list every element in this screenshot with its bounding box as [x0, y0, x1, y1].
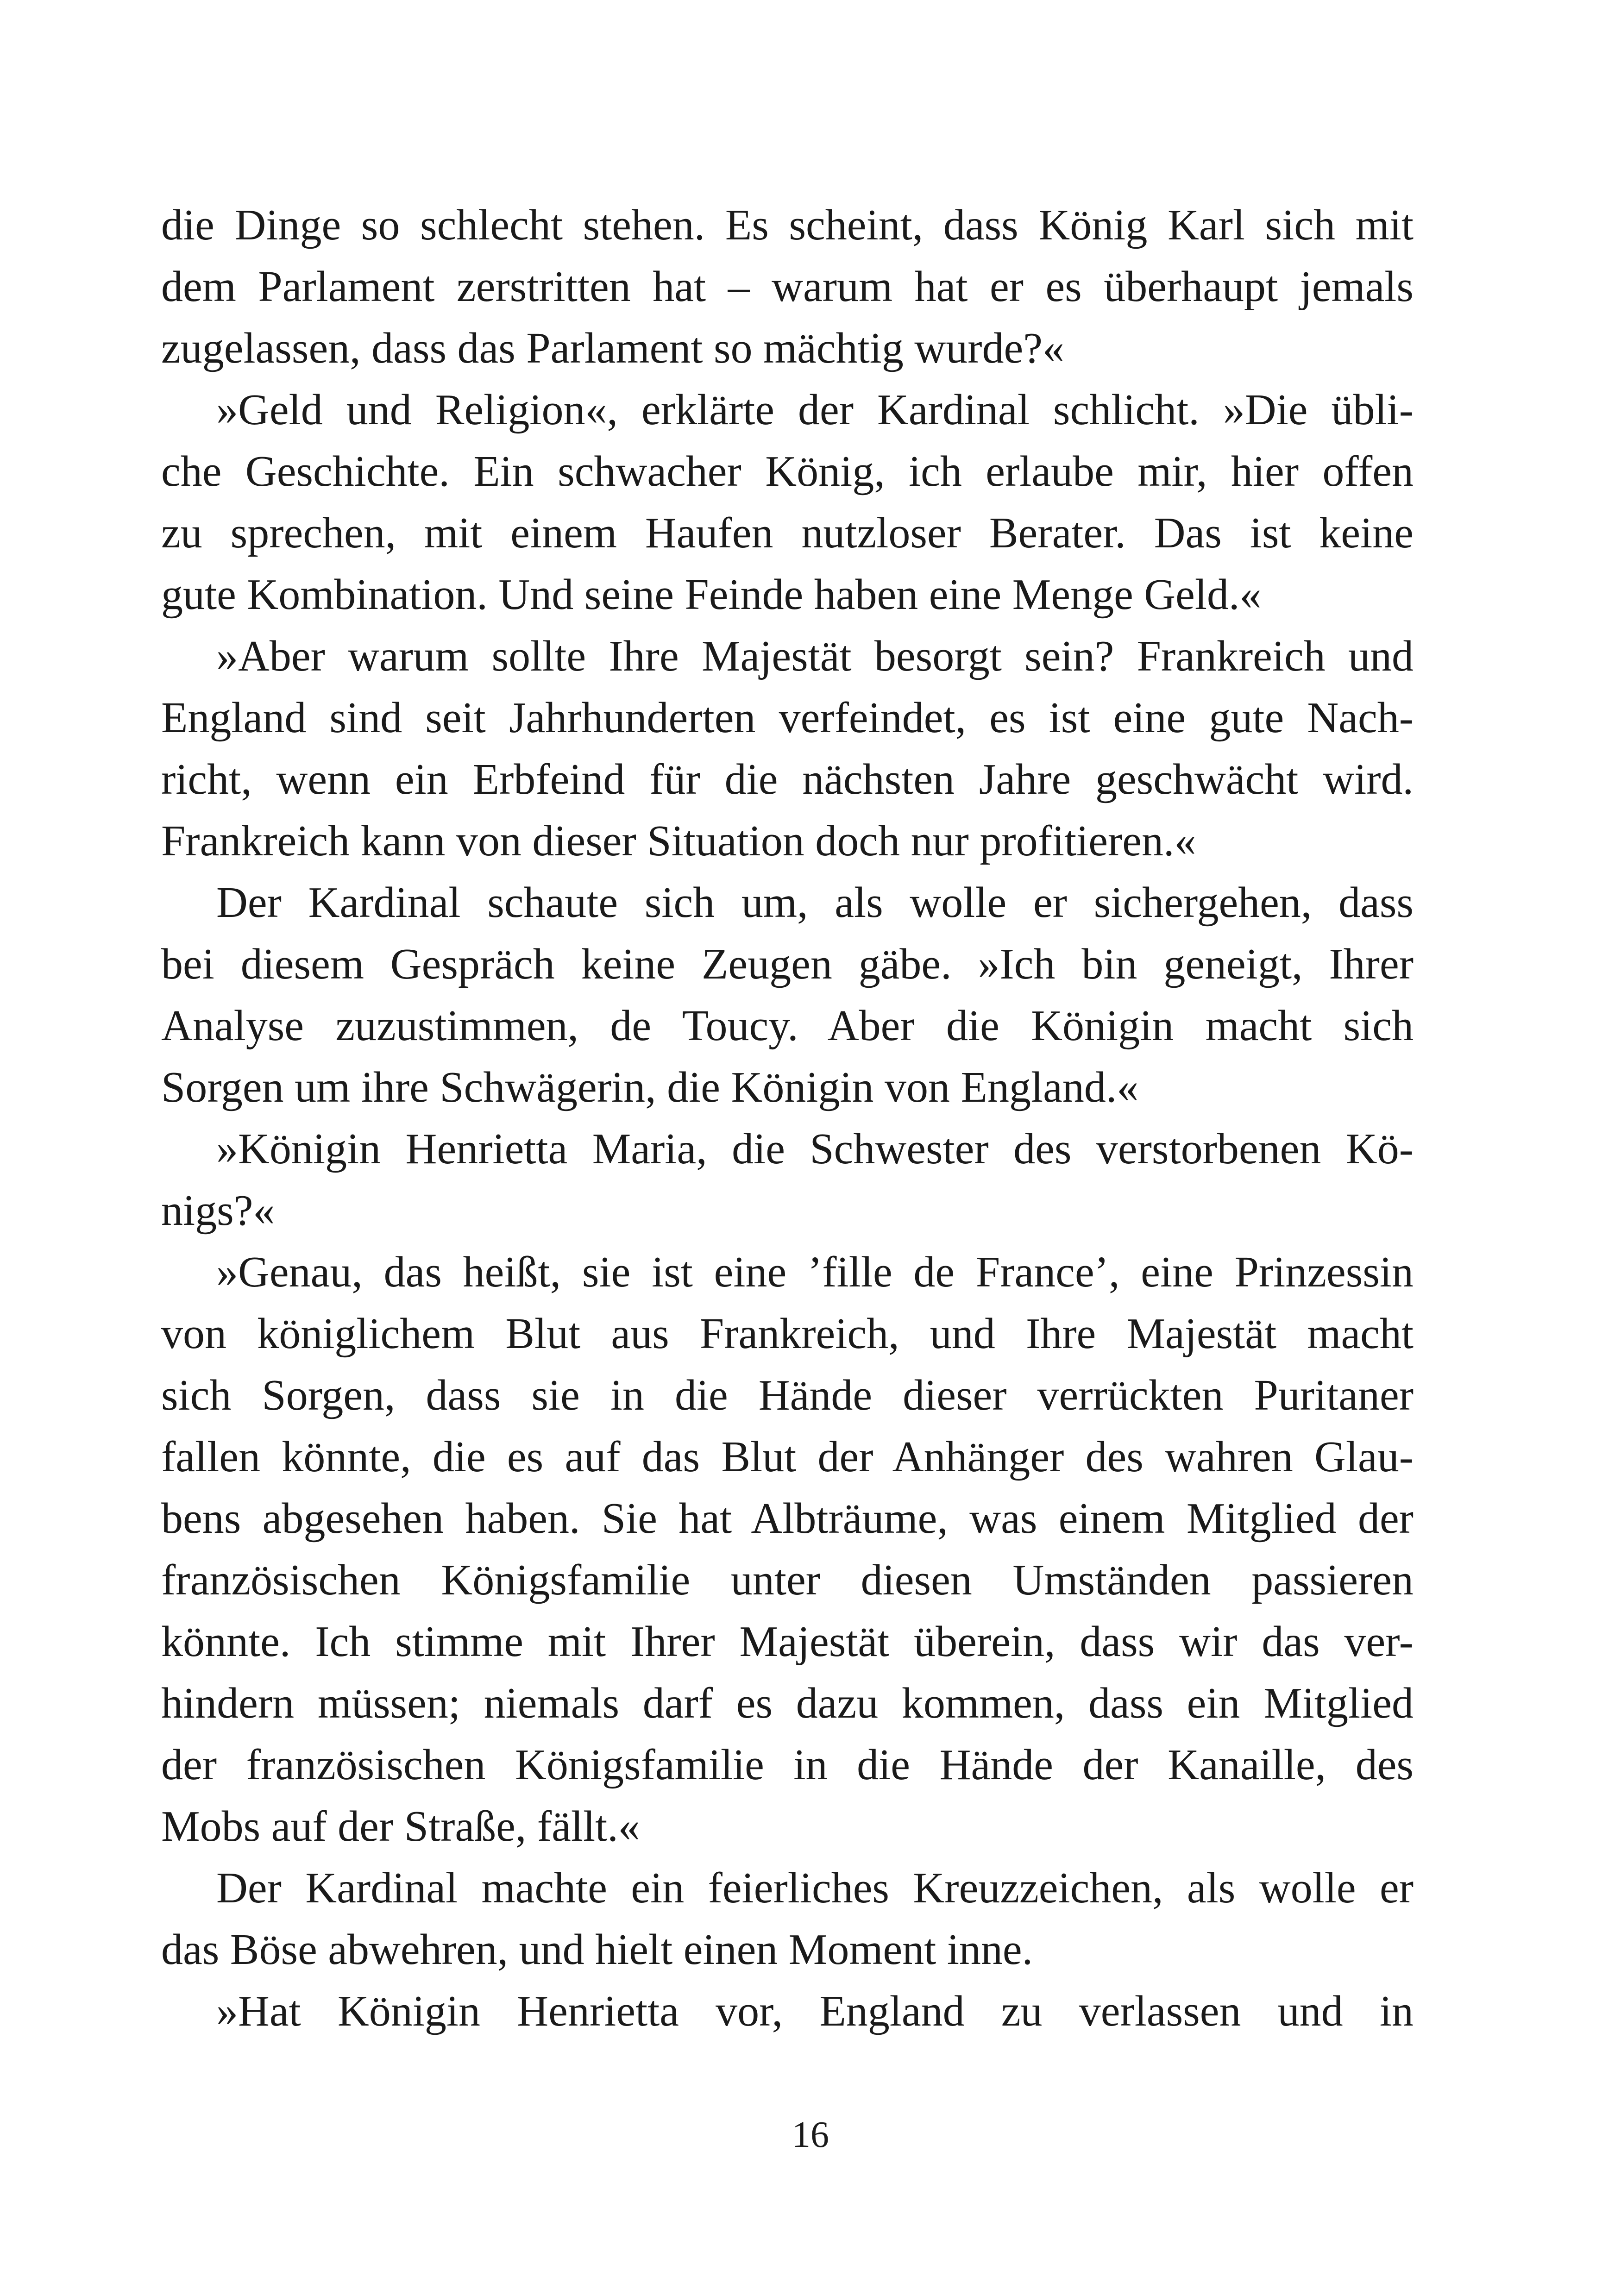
text-line: »Geld und Religion«, erklärte der Kardinal schlicht. »Die übli- — [216, 386, 1414, 434]
text-line: Sorgen um ihre Schwägerin, die Königin von England.« — [161, 1063, 1139, 1111]
text-line: Der Kardinal schaute sich um, als wolle er sichergehen, dass — [216, 878, 1414, 927]
text-line: bei diesem Gespräch keine Zeugen gäbe. »Ich bin geneigt, Ihrer — [161, 940, 1414, 988]
page-number: 16 — [792, 2114, 829, 2155]
text-line: richt, wenn ein Erbfeind für die nächsten Jahre geschwächt wird. — [161, 755, 1414, 803]
text-line: »Genau, das heißt, sie ist eine ’fille de France’, eine Prinzessin — [216, 1248, 1414, 1296]
text-line: bens abgesehen haben. Sie hat Albträume, was einem Mitglied der — [161, 1494, 1414, 1543]
text-line: che Geschichte. Ein schwacher König, ich erlaube mir, hier offen — [161, 447, 1414, 496]
text-line: Frankreich kann von dieser Situation doch nur profitieren.« — [161, 817, 1196, 865]
text-line: Mobs auf der Straße, fällt.« — [161, 1802, 640, 1851]
text-line: zu sprechen, mit einem Haufen nutzloser Berater. Das ist keine — [161, 509, 1414, 557]
text-line: fallen könnte, die es auf das Blut der Anhänger des wahren Glau- — [161, 1433, 1414, 1481]
text-line: hindern müssen; niemals darf es dazu kommen, dass ein Mitglied — [161, 1679, 1414, 1727]
text-line: zugelassen, dass das Parlament so mächtig wurde?« — [161, 324, 1064, 372]
text-line: Der Kardinal machte ein feierliches Kreuzzeichen, als wolle er — [216, 1864, 1414, 1912]
text-line: gute Kombination. Und seine Feinde haben eine Menge Geld.« — [161, 571, 1262, 619]
text-line: »Aber warum sollte Ihre Majestät besorgt sein? Frankreich und — [216, 632, 1414, 680]
body-text — [161, 194, 1414, 2042]
text-line: von königlichem Blut aus Frankreich, und Ihre Majestät macht — [161, 1310, 1414, 1358]
text-line: französischen Königsfamilie unter diesen Umständen passieren — [161, 1556, 1414, 1604]
text-line: dem Parlament zerstritten hat – warum hat er es überhaupt jemals — [161, 263, 1414, 311]
text-line: »Königin Henrietta Maria, die Schwester des verstorbenen Kö- — [216, 1125, 1414, 1173]
text-line: der französischen Königsfamilie in die Hände der Kanaille, des — [161, 1741, 1414, 1789]
text-line: die Dinge so schlecht stehen. Es scheint, dass König Karl sich mit — [161, 201, 1414, 249]
text-line: nigs?« — [161, 1186, 275, 1235]
text-line: sich Sorgen, dass sie in die Hände dieser verrückten Puritaner — [161, 1371, 1414, 1419]
text-line: England sind seit Jahrhunderten verfeindet, es ist eine gute Nach- — [161, 694, 1414, 742]
text-line: »Hat Königin Henrietta vor, England zu verlassen und in — [216, 1987, 1414, 2035]
text-line: Analyse zuzustimmen, de Toucy. Aber die Königin macht sich — [161, 1002, 1414, 1050]
text-line: das Böse abwehren, und hielt einen Moment inne. — [161, 1926, 1033, 1974]
text-line: könnte. Ich stimme mit Ihrer Majestät überein, dass wir das ver- — [161, 1618, 1414, 1666]
